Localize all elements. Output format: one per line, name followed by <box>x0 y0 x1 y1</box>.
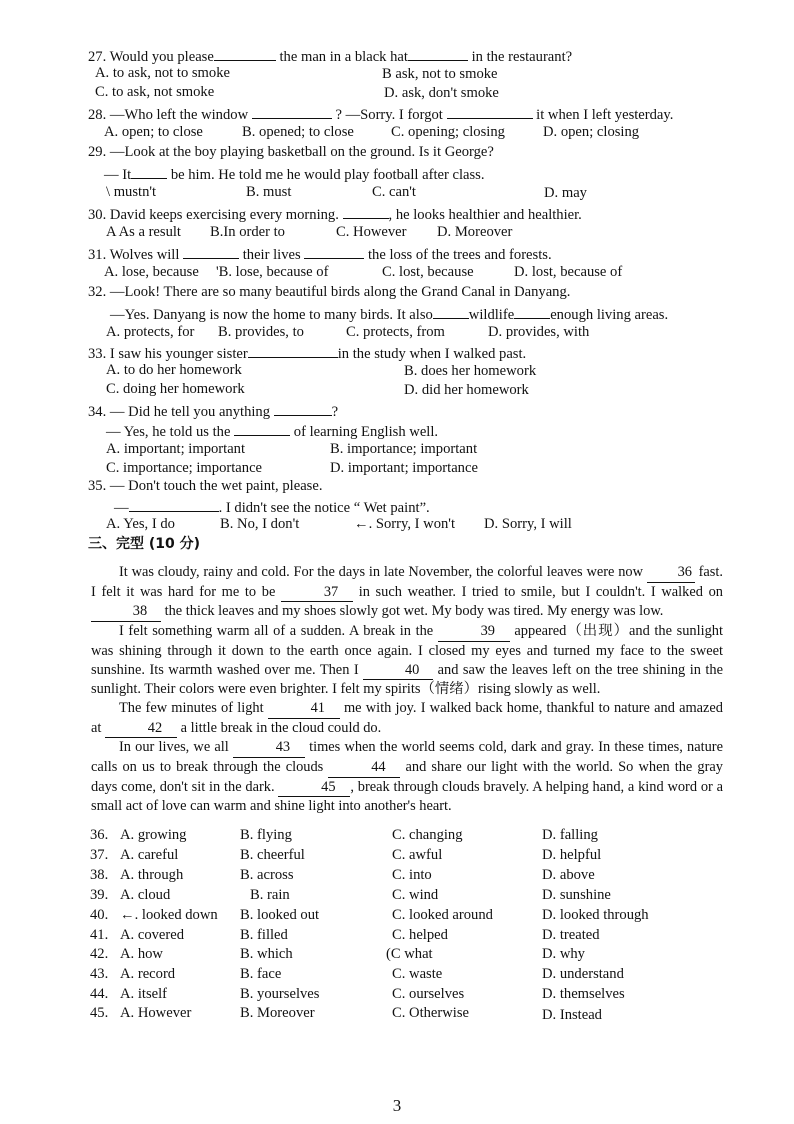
question-34: 34. — Did he tell you anything ? <box>88 400 338 421</box>
page-number: 3 <box>392 1096 402 1115</box>
q31-option-d: D. lost, because of <box>514 264 623 280</box>
passage-paragraph-4: In our lives, we all 43 times when the world seems cold, dark and gray. In these times, nature calls on us to break through the clouds 44 and share our light with the world. So when the gray days come, don't sit in the dark. 45 , break through clouds bravely. A helping hand, a kind word or a small act of love can warm and shine light into another's heart. <box>91 739 723 815</box>
question-28: 28. —Who left the window ? —Sorry. I forgot it when I left yesterday. <box>88 103 673 124</box>
q28-option-a: A. open; to close <box>104 124 203 140</box>
question-29: 29. —Look at the boy playing basketball on the ground. Is it George? <box>88 144 494 160</box>
passage-paragraph-1: It was cloudy, rainy and cold. For the days in late November, the colorful leaves were now 36 fast. I felt it was hard for me to be 37 in such weather. I tried to smile, but I couldn't. I walked on 38 the thick leaves and my shoes slowly got wet. My body was tired. My energy was low. <box>91 563 723 622</box>
cloze-passage <box>91 563 723 816</box>
q34-option-c: C. importance; importance <box>106 460 263 476</box>
blank-45: 45 <box>278 778 350 798</box>
q30-option-d: D. Moreover <box>437 224 513 240</box>
blank-36: 36 <box>647 563 695 583</box>
question-29-line2: — It be him. He told me he would play football after class. <box>104 163 485 184</box>
question-32-line2: —Yes. Danyang is now the home to many birds. It also wildlife enough living areas. <box>110 303 668 324</box>
q28-option-b: B. opened; to close <box>242 124 354 140</box>
q27-option-b: B ask, not to smoke <box>382 66 498 82</box>
blank-43: 43 <box>233 738 305 758</box>
q28-option-c: C. opening; closing <box>391 124 505 140</box>
question-34-line2: — Yes, he told us the of learning English well. <box>106 420 438 441</box>
question-27: 27. Would you please the man in a black hat in the restaurant? <box>88 45 572 66</box>
q29-option-c: C. can't <box>372 184 416 200</box>
q30-option-b: B.In order to <box>210 224 285 240</box>
q29-option-d: D. may <box>544 185 587 201</box>
q30-option-a: A As a result <box>106 224 181 240</box>
q32-option-c: C. protects, from <box>346 324 445 340</box>
q35-option-d: D. Sorry, I will <box>484 516 572 532</box>
question-32: 32. —Look! There are so many beautiful birds along the Grand Canal in Danyang. <box>88 284 571 300</box>
q33-option-c: C. doing her homework <box>106 381 245 397</box>
q32-option-d: D. provides, with <box>488 324 590 340</box>
q34-option-d: D. important; importance <box>330 460 478 476</box>
question-35-line2: — . I didn't see the notice “ Wet paint”. <box>114 496 430 517</box>
blank-44: 44 <box>328 758 400 778</box>
q31-option-b: 'B. lose, because of <box>216 264 329 280</box>
blank-38: 38 <box>91 602 161 622</box>
q32-option-b: B. provides, to <box>218 324 304 340</box>
passage-paragraph-2: I felt something warm all of a sudden. A break in the 39 appeared（出现）and the sunlight was shining through it down to the earth once again. I closed my eyes and turned my face to the sweet sunshine. Its warmth washed over me. Then I 40 and saw the leaves left on the tree shining in the sunlight. Their colors were even brighter. I felt my spirits（情绪）rising slowly as well. <box>91 623 723 698</box>
q35-option-a: A. Yes, I do <box>106 516 175 532</box>
q27-option-c: C. to ask, not smoke <box>95 84 215 100</box>
question-31: 31. Wolves will their lives the loss of the trees and forests. <box>88 243 552 264</box>
passage-paragraph-3: The few minutes of light 41 me with joy. I walked back home, thankful to nature and amazed at 42 a little break in the cloud could do. <box>91 699 723 738</box>
blank-37: 37 <box>281 583 353 603</box>
blank-40: 40 <box>363 661 433 681</box>
q33-option-a: A. to do her homework <box>106 362 242 378</box>
question-30: 30. David keeps exercising every morning. , he looks healthier and healthier. <box>88 203 582 224</box>
q30-option-c: C. However <box>336 224 407 240</box>
q32-option-a: A. protects, for <box>106 324 195 340</box>
q35-option-c: ←. Sorry, I won't <box>354 516 455 532</box>
q29-option-a: \ mustn't <box>106 184 157 200</box>
question-35: 35. — Don't touch the wet paint, please. <box>88 478 323 494</box>
section-heading: 三、完型 (10 分) <box>88 536 201 552</box>
question-33: 33. I saw his younger sister in the study when I walked past. <box>88 342 526 363</box>
q31-option-a: A. lose, because <box>104 264 199 280</box>
q33-option-d: D. did her homework <box>404 382 529 398</box>
q33-option-b: B. does her homework <box>404 363 537 379</box>
q27-option-a: A. to ask, not to smoke <box>95 65 230 81</box>
q27-option-d: D. ask, don't smoke <box>384 85 499 101</box>
q31-option-c: C. lost, because <box>382 264 474 280</box>
q35-option-b: B. No, I don't <box>220 516 300 532</box>
blank-42: 42 <box>105 719 177 739</box>
q28-option-d: D. open; closing <box>543 124 640 140</box>
blank-41: 41 <box>268 699 340 719</box>
q29-option-b: B. must <box>246 184 292 200</box>
q34-option-b: B. importance; important <box>330 441 478 457</box>
q34-option-a: A. important; important <box>106 441 246 457</box>
blank-39: 39 <box>438 622 510 642</box>
